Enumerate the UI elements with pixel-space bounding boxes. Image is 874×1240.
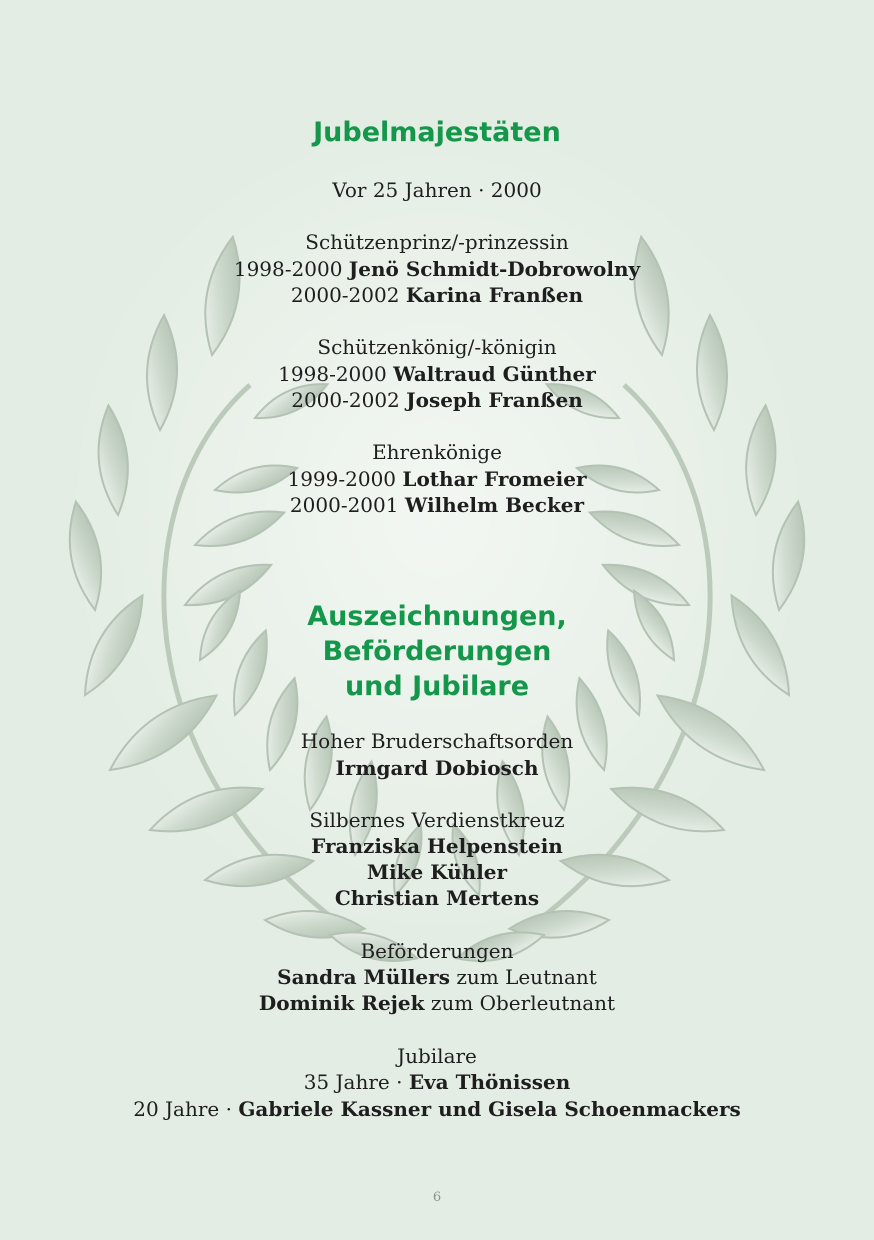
entry-name: Lothar Fromeier — [402, 467, 587, 491]
entry-name: Eva Thönissen — [408, 1070, 571, 1094]
entry-years: 1998-2000 — [278, 362, 387, 386]
section-title-jubelmajestaeten: Jubelmajestäten — [313, 117, 561, 148]
entry-name: Dominik Rejek — [258, 991, 425, 1015]
heading-jubilare: Jubilare — [397, 1044, 477, 1068]
entry-koenig-1 — [0, 361, 874, 387]
subtitle: Vor 25 Jahren · 2000 — [332, 178, 542, 202]
entry-prinz-1 — [0, 256, 874, 282]
orden-name: Irmgard Dobiosch — [335, 756, 539, 780]
entry-jubilar-2 — [0, 1096, 874, 1122]
title-line: Beförderungen — [322, 636, 552, 667]
entry-years: 1998-2000 — [233, 257, 343, 281]
entry-years: 2000-2001 — [289, 493, 399, 517]
heading-prinz: Schützenprinz/-prinzessin — [305, 230, 569, 254]
page-number: 6 — [432, 1190, 442, 1205]
entry-ehren-2 — [0, 492, 874, 518]
heading-kreuz: Silbernes Verdienstkreuz — [309, 808, 565, 832]
entry-rank: zum Oberleutnant — [430, 991, 616, 1015]
entry-rank: zum Leutnant — [456, 965, 597, 989]
entry-name: Waltraud Günther — [393, 362, 596, 386]
heading-koenig: Schützenkönig/-königin — [317, 335, 557, 359]
kreuz-name: Franziska Helpenstein — [311, 834, 563, 858]
entry-years: 35 Jahre · — [303, 1070, 403, 1094]
entry-years: 20 Jahre · — [133, 1097, 232, 1121]
entry-name: Joseph Franßen — [406, 388, 583, 412]
entry-name: Gabriele Kassner und Gisela Schoenmackers — [238, 1097, 741, 1121]
entry-name: Karina Franßen — [405, 283, 584, 307]
entry-befoerderung-2 — [0, 990, 874, 1016]
entry-ehren-1 — [0, 466, 874, 492]
kreuz-name: Christian Mertens — [334, 886, 540, 910]
entry-prinz-2 — [0, 282, 874, 308]
title-line: Auszeichnungen, — [307, 601, 567, 632]
heading-befoerderungen: Beförderungen — [360, 939, 514, 963]
entry-name: Wilhelm Becker — [404, 493, 585, 517]
entry-befoerderung-1 — [0, 964, 874, 990]
entry-years: 2000-2002 — [290, 283, 400, 307]
entry-name: Sandra Müllers — [277, 965, 450, 989]
title-line: und Jubilare — [344, 671, 530, 702]
entry-years: 1999-2000 — [287, 467, 397, 491]
entry-years: 2000-2002 — [291, 388, 400, 412]
kreuz-name: Mike Kühler — [366, 860, 508, 884]
entry-koenig-2 — [0, 387, 874, 413]
section-title-auszeichnungen — [0, 599, 874, 704]
entry-name: Jenö Schmidt-Dobrowolny — [348, 257, 641, 281]
entry-jubilar-1 — [0, 1069, 874, 1095]
heading-ehren: Ehrenkönige — [372, 440, 502, 464]
heading-orden: Hoher Bruderschaftsorden — [300, 729, 574, 753]
